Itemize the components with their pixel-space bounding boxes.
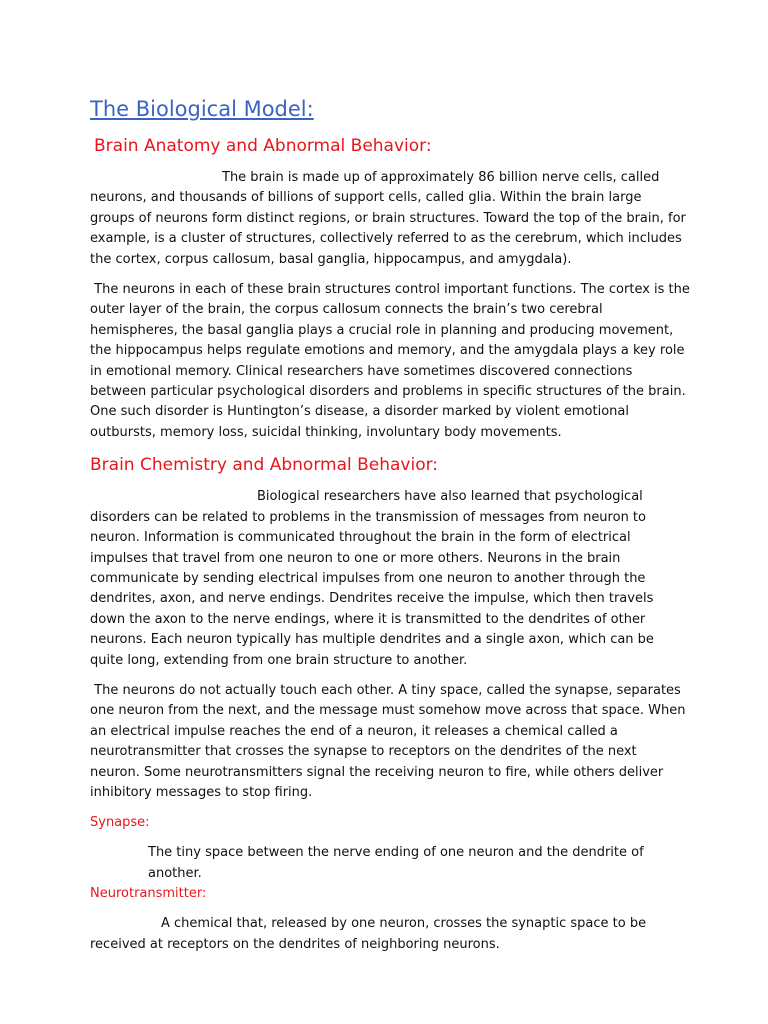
paragraph-brain-chemistry-1	[90, 487, 690, 671]
definition-neurotransmitter	[90, 914, 690, 955]
paragraph-text: The neurons in each of these brain structures control important functions. The cortex is the outer layer of the brain, the corpus callosum connects the brain’s two cerebral hemispheres, the basal ganglia plays a crucial role in planning and producing movement, the hippocampus helps regulate emotions and memory, and the amygdala plays a key role in emotional memory. Clinical researchers have sometimes discovered connections between particular psychological disorders and problems in specific structures of the brain. One such disorder is Huntington’s disease, a disorder marked by violent emotional outbursts, memory loss, suicidal thinking, involuntary body movements.	[90, 282, 690, 440]
paragraph-text: The neurons do not actually touch each other. A tiny space, called the synapse, separates one neuron from the next, and the message must somehow move across that space. When an electrical impulse reaches the end of a neuron, it releases a chemical called a neurotransmitter that crosses the synapse to receptors on the dendrites of the next neuron. Some neurotransmitters signal the receiving neuron to fire, while others deliver inhibitory messages to stop firing.	[90, 682, 686, 800]
term-neurotransmitter: Neurotransmitter:	[90, 886, 207, 902]
term-synapse: Synapse:	[90, 815, 150, 831]
paragraph-text: Biological researchers have also learned that psychological disorders can be related to problems in the transmission of messages from neuron to neuron. Information is communicated throughout the brain in the form of electrical impulses that travel from one neuron to one or more others. Neurons in the brain communicate by sending electrical impulses from one neuron to another through the dendrites, axon, and nerve endings. Dendrites receive the impulse, which then travels down the axon to the nerve endings, where it is transmitted to the dendrites of other neurons. Each neuron typically has multiple dendrites and a single axon, which can be quite long, extending from one brain structure to another.	[90, 489, 654, 668]
definition-synapse: The tiny space between the nerve ending of one neuron and the dendrite of another.	[148, 845, 644, 881]
section-heading-brain-anatomy: Brain Anatomy and Abnormal Behavior:	[94, 136, 432, 156]
section-heading-brain-chemistry: Brain Chemistry and Abnormal Behavior:	[90, 455, 439, 476]
paragraph-brain-anatomy-2	[90, 280, 690, 443]
paragraph-text: The brain is made up of approximately 86 billion nerve cells, called neurons, and thousands of billions of support cells, called glia. Within the brain large groups of neurons form distinct regions, or brain structures. Toward the top of the brain, for example, is a cluster of structures, collectively referred to as the cerebrum, which includes the cortex, corpus callosum, basal ganglia, hippocampus, and amygdala).	[90, 170, 686, 267]
document-title: The Biological Model:	[90, 97, 314, 121]
document-page	[90, 94, 690, 955]
paragraph-brain-anatomy-1	[90, 168, 690, 270]
paragraph-brain-chemistry-2	[90, 681, 690, 803]
definition-text: A chemical that, released by one neuron, crosses the synaptic space to be received at receptors on the dendrites of neighboring neurons.	[90, 916, 647, 952]
